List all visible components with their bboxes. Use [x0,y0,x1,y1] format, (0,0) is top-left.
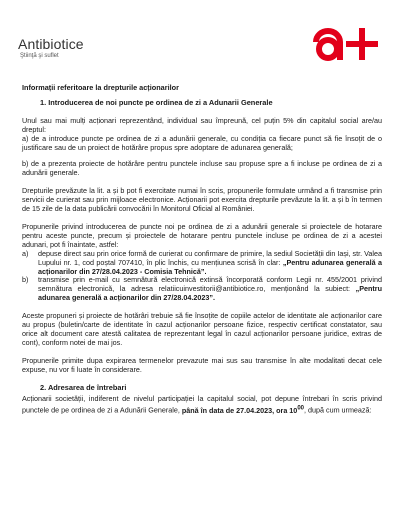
page-header [0,0,402,70]
paragraph-right-b: b) de a prezenta proiecte de hotărâre pentru punctele incluse sau propuse spre a fi incluse pe ordinea de zi a adunării generale. [22,159,382,178]
courier-subject-line: „Pentru adunarea generală a acționarilor din 27/28.04.2023 - Comisia Tehnică”. [38,257,382,276]
paragraph-required-documents: Aceste propuneri și proiecte de hotărâri trebuie să fie însoțite de copiile actelor de identitate ale acționarilor care au propus (buletin/carte de identitate în cazul acționarilor persoane fizice, respectiv certificat constatator, sau orice alt document care atestă calitatea de reprezentant legal în cazul acționarilor persoane juridice, extras de cont), conform notei de mai jos. [22,311,382,347]
paragraph-exercise-rights: Drepturile prevăzute la lit. a și b pot fi exercitate numai în scris, propunerile formulate urmând a fi transmise prin servicii de curierat sau prin mijloace electronice. Acționarii pot exercita drepturile prevăzute la lit. a și b în termen de 15 zile de la data publicării convocării în Monitorul Oficial al României. [22,186,382,214]
list-item-marker: a) [22,248,29,258]
section-1-heading: 1. Introducerea de noi puncte pe ordinea de zi a Adunarii Generale [40,97,273,107]
paragraph-submission-intro: Propunerile privind introducerea de puncte noi pe ordinea de zi a adunării generale si proiectele de hotarare pentru aceste puncte, precum și proiectele de hotarare pentru punctele incluse pe ordinea de zi a acestei adunari, pot fi înaintate, astfel: [22,221,382,249]
questions-deadline: până în data de 27.04.2023, ora $10^{00}$ [181,405,304,415]
list-item-text: depuse direct sau prin orice formă de curierat cu confirmare de primire, la sediul Societății din Iași, str. Valea Lupului nr. 1, cod poștal 707410, în plic închis, cu mențiunea scrisă în clar: „Pentru adunarea generală a acționarilor din 27/28.04.2023 - Comisia Tehnică”. [38,248,382,276]
paragraph-late-submissions: Propunerile primite dupa expirarea termenelor prevazute mai sus sau transmise în alte modalitati decat cele expuse, nu vor fi luate în considerare. [22,355,382,374]
paragraph-eligibility: Unul sau mai mulți acționari reprezentând, individual sau împreună, cel puțin 5% din capitalul social are/au dreptul: [22,115,382,134]
section-2-heading: 2. Adresarea de întrebari [40,382,127,392]
document-body [22,84,382,425]
email-subject-line: „Pentru adunarea generală a acționarilor din 27/28.04.2023”. [38,284,382,303]
company-logo: Antibiotice [18,36,84,52]
paragraph-right-a: a) de a introduce puncte pe ordinea de zi a adunării generale, cu condiția ca fiecare punct să fie însoțit de o justificare sau de un proiect de hotărâre propus spre adoptare de adunarea generală; [22,133,382,152]
submission-methods-list [22,250,382,303]
company-tagline: Ştiinţă şi suflet [20,53,59,59]
document-title: Informații referitoare la drepturile acționarilor [22,83,179,92]
list-item-marker: b) [22,275,29,285]
paragraph-questions: Acționarii societății, indiferent de nivelul participației la capitalul social, pot depune întrebari în scris privind punctele de pe ordinea de zi a Adunării Generale, până în data de 27.04.2023, ora $10^{00}$, după cum urmează: [22,394,382,415]
list-item [22,276,382,303]
list-item [22,250,382,277]
list-item-text: transmise prin e-mail cu semnătură electronică extinsă încorporată conform Legii nr. 455/2001 privind semnătura electronică, la adresa relatiicuinvestitorii@antibiotice.ro, menționând la subiect: „Pentru adunarea generală a acționarilor din 27/28.04.2023”. [38,275,382,303]
brand-logo-icon [310,22,380,64]
